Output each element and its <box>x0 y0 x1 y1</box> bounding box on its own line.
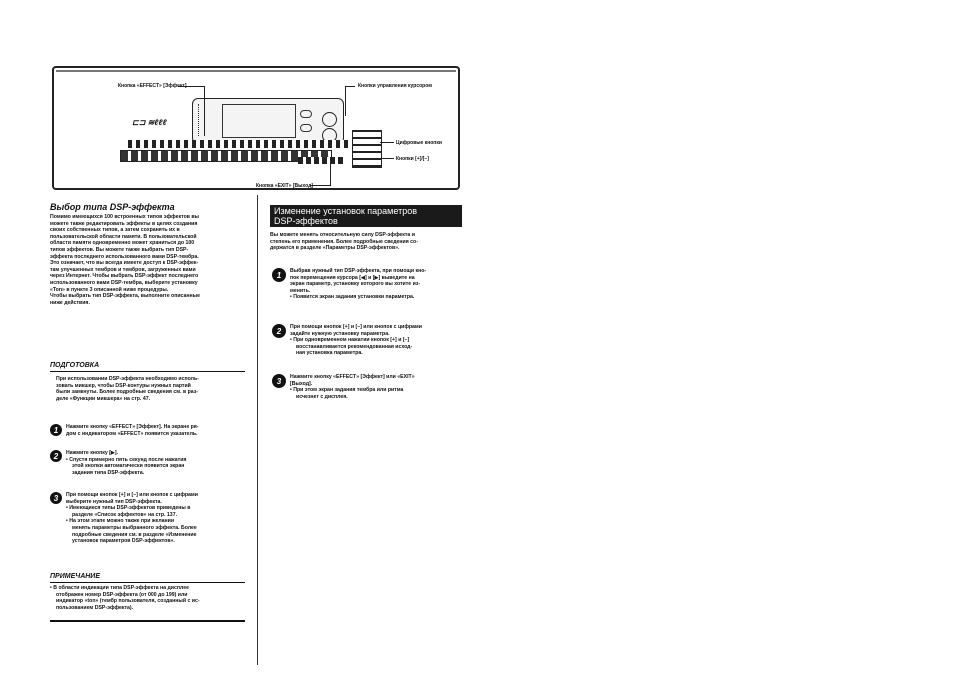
step-line: • На этом этапе можно также при желании <box>66 518 175 525</box>
step-number-badge: 3 <box>50 492 62 504</box>
right-section-title <box>270 205 462 227</box>
callout-exit-button: Кнопка «EXIT» [Выход] <box>256 183 313 189</box>
step-line: менять параметры выбранного эффекта. Более <box>72 524 197 531</box>
prep-rule <box>50 371 245 372</box>
callout-cursor-buttons: Кнопки управления курсором <box>358 83 432 89</box>
number-pad <box>352 130 382 168</box>
step-line: пок перемещения курсора [◀] и [▶] выведите на <box>290 274 415 281</box>
right-step-2 <box>290 324 468 357</box>
left-section-title: Выбор типа DSP-эффекта <box>50 202 175 212</box>
step-line: При помощи кнопок [+] и [–] или кнопок с цифрами <box>290 324 422 330</box>
callout-plus-minus-buttons: Кнопки [+]/[–] <box>396 156 429 162</box>
note-title: ПРИМЕЧАНИЕ <box>50 573 101 580</box>
step-line: Выбрав нужный тип DSP-эффекта, при помощи кно- <box>290 268 427 274</box>
left-intro <box>50 214 250 306</box>
intro-line: Это означает, что вы всегда имеете доступ к DSP-эффек- <box>50 260 199 267</box>
step-number-badge: 3 <box>272 374 286 388</box>
step-line: • При этом экран задания тембра или ритма <box>290 387 404 394</box>
step-line: • Появится экран задания установки параметра. <box>290 294 415 301</box>
step-line: Нажмите кнопку [▶]. <box>66 450 119 456</box>
leader-plusminus-h <box>380 158 394 159</box>
step-number-badge: 2 <box>272 324 286 338</box>
prep-line: При использовании DSP-эффекта необходимо исполь- <box>56 376 199 382</box>
step-line: исчезнет с дисплея. <box>296 393 348 400</box>
intro-line: степень его применения. Более подробные сведения со- <box>270 238 418 245</box>
intro-line: через Интернет. Чтобы выбрать DSP-эффект последнего <box>50 273 199 280</box>
step-line: задайте нужную установку параметра. <box>290 330 390 337</box>
intro-line: держатся в разделе «Параметры DSP-эффектов». <box>270 245 400 252</box>
intro-line: своих собственных типов, а затем сохранять их в <box>50 227 180 234</box>
note-rule-top <box>50 582 245 583</box>
left-panel-icons: ⊏⊐ ≋ℓℓℓ <box>132 118 167 127</box>
intro-line: «Ton» в пункте 3 описанной ниже процедуры. <box>50 286 169 293</box>
step-line: [Выход]. <box>290 380 313 387</box>
prep-line: были замкнуты. Более подробные сведения см. в раз- <box>56 389 199 396</box>
step-line: выберите нужный тип DSP-эффекта. <box>66 498 162 505</box>
step-number-badge: 2 <box>50 450 62 462</box>
callout-number-buttons: Цифровые кнопки <box>396 140 442 146</box>
note-line: индикатор «ton» (тембр пользователя, созданный с ис- <box>56 598 200 605</box>
step-line: этой кнопки автоматически появится экран <box>72 463 185 470</box>
intro-line: типов эффектов. Вы можете также выбрать тип DSP- <box>50 246 189 253</box>
lcd-right-button-bottom <box>300 124 312 132</box>
right-step-3 <box>290 374 468 400</box>
intro-line: Чтобы выбрать тип DSP-эффекта, выполните описанные <box>50 293 200 300</box>
leader-exit-h <box>310 185 330 186</box>
note-line: пользованием DSP-эффекта). <box>56 604 134 611</box>
step-number-badge: 1 <box>272 268 286 282</box>
prep-body <box>56 376 246 402</box>
step-line: подробные сведения см. в разделе «Изменение <box>72 531 197 538</box>
step-line: дом с индикатором «EFFECT» появится указатель. <box>66 430 198 437</box>
left-step-2 <box>66 450 246 476</box>
note-rule-bottom <box>50 620 245 622</box>
leader-number-h <box>380 142 394 143</box>
cursor-knob-upper <box>322 112 337 127</box>
prep-line: зовать микшер, чтобы DSP-контуры нужных партий <box>56 382 191 389</box>
intro-line: использованного вами DSP-тембра, выберите установку <box>50 279 198 286</box>
right-title-line-2: DSP-эффектов <box>274 216 338 226</box>
step-line: установок параметров DSP-эффектов». <box>72 538 175 545</box>
intro-line: Помимо имеющихся 100 встроенных типов эффектов вы <box>50 214 199 220</box>
leader-exit-v <box>330 160 331 186</box>
lcd-right-button-top <box>300 110 312 118</box>
intro-line: ниже действия. <box>50 299 90 306</box>
step-line: менить. <box>290 287 311 294</box>
step-line: • Спустя примерно пять секунд после нажатия <box>66 456 187 463</box>
step-number-badge: 1 <box>50 424 62 436</box>
right-step-1 <box>290 268 468 301</box>
note-body <box>50 585 245 611</box>
right-title-line-1: Изменение установок параметров <box>274 206 417 216</box>
step-line: При помощи кнопок [+] и [–] или кнопок с цифрами <box>66 492 198 498</box>
callout-effect-button: Кнопка «EFFECT» [Эффект] <box>118 83 187 89</box>
column-separator <box>257 195 258 665</box>
intro-line: Вы можете менять относительную силу DSP-эффекта и <box>270 232 415 238</box>
intro-line: пользовательской области памяти. В пользовательской <box>50 233 197 240</box>
step-line: ная установка параметра. <box>296 350 363 357</box>
lcd-inner-screen <box>222 104 296 138</box>
left-step-1 <box>66 424 246 437</box>
step-line: Нажмите кнопку «EFFECT» [Эффект] или «EXIT» <box>290 374 415 380</box>
diagram-top-border <box>56 70 456 72</box>
step-line: экран параметр, установку которого вы хотите из- <box>290 281 421 288</box>
step-line: разделе «Список эффектов» на стр. 137. <box>72 511 178 518</box>
step-line: • Имеющиеся типы DSP-эффектов приведены в <box>66 505 191 512</box>
note-line: отображен номер DSP-эффекта (от 000 до 199) или <box>56 591 188 598</box>
step-line: • При одновременном нажатии кнопок [+] и [–] <box>290 337 410 344</box>
left-step-3 <box>66 492 246 545</box>
step-line: задания типа DSP-эффекта. <box>72 469 145 476</box>
leader-cursor-h <box>345 86 355 87</box>
button-row-right <box>298 157 346 164</box>
intro-line: можете также редактировать эффекты в целях создания <box>50 220 198 227</box>
prep-title: ПОДГОТОВКА <box>50 362 100 369</box>
note-line: • В области индикации типа DSP-эффекта на дисплее <box>50 585 189 591</box>
lcd-left-panel <box>198 104 221 136</box>
leader-effect-v <box>204 86 205 136</box>
intro-line: там улучшенных тембров и тембров, загруженных вами <box>50 266 196 273</box>
step-line: восстанавливается рекомендованная исход- <box>296 343 413 350</box>
button-row-top <box>128 140 348 148</box>
right-intro <box>270 232 465 252</box>
prep-line: деле «Функции микшера» на стр. 47. <box>56 395 151 402</box>
leader-cursor-v <box>345 86 346 116</box>
intro-line: области памяти одновременно может храниться до 100 <box>50 240 195 247</box>
step-line: Нажмите кнопку «EFFECT» [Эффект]. На экране ря- <box>66 424 199 430</box>
intro-line: эффекта последнего использованного вами DSP-тембра. <box>50 253 199 260</box>
